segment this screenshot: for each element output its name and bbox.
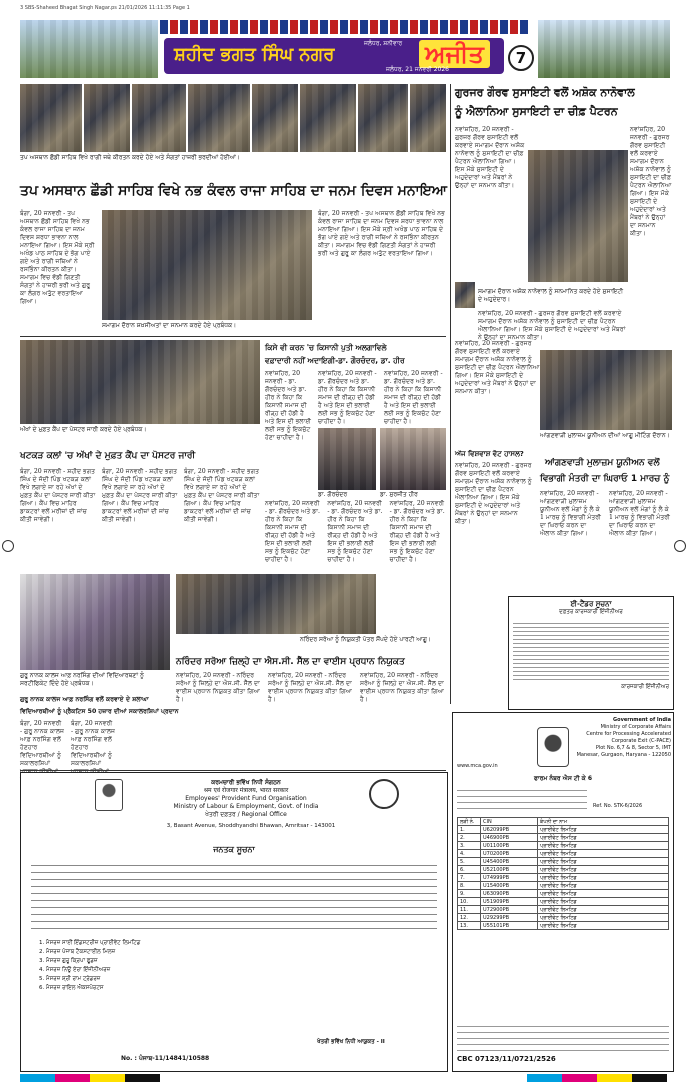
gratitude-caption-1: ਡਾ. ਗੌਰਚੰਦਰ (318, 491, 348, 498)
narinder-body (176, 672, 446, 768)
lead-body (20, 210, 446, 330)
poster-body (20, 468, 260, 566)
epfo-logo-icon (369, 779, 399, 809)
lead-photo-2 (84, 84, 130, 152)
gratitude-body-col-3: ਨਵਾਂਸ਼ਹਿਰ, 20 ਜਨਵਰੀ - ਡਾ. ਗੌਰਚੰਦਰ ਅਤੇ ਡਾ. ਹੀਰ ਨੇ ਕਿਹਾ ਕਿ ਕਿਸਾਨੀ ਸਮਾਜ ਦੀ ਰੀੜ੍ਹ ਦੀ ਹੱਡੀ ਹੈ ਅਤੇ ਇਸ ਦੀ ਭਲਾਈ ਲਈ ਸਭ ਨੂੰ ਇਕਜੁੱਟ ਹੋਣਾ ਚਾਹੀਦਾ ਹੈ। (389, 500, 445, 563)
narinder-body-col-3: ਨਵਾਂਸ਼ਹਿਰ, 20 ਜਨਵਰੀ - ਨਰਿੰਦਰ ਸਰੋਆ ਨੂੰ ਜ਼ਿਲ੍ਹੇ ਦਾ ਐਸ.ਸੀ. ਸੈੱਲ ਦਾ ਵਾਈਸ ਪ੍ਰਧਾਨ ਨਿਯੁਕਤ ਕੀਤਾ ਗਿਆ ਹੈ। (360, 672, 445, 703)
page-number: 7 (508, 45, 534, 71)
anganwadi-body-col-2: ਨਵਾਂਸ਼ਹਿਰ, 20 ਜਨਵਰੀ - ਆਂਗਣਵਾੜੀ ਮੁਲਾਜ਼ਮ ਯੂਨੀਅਨ ਵਲੋਂ ਮੰਗਾਂ ਨੂੰ ਲੈ ਕੇ 1 ਮਾਰਚ ਨੂੰ ਵਿਭਾਗੀ ਮੰਤਰੀ ਦਾ ਘਿਰਾਓ ਕਰਨ ਦਾ ਐਲਾਨ ਕੀਤਾ ਗਿਆ। (609, 490, 671, 537)
govt-ad (452, 712, 674, 1072)
gratitude-body-1: ਨਵਾਂਸ਼ਹਿਰ, 20 ਜਨਵਰੀ - ਡਾ. ਗੌਰਚੰਦਰ ਅਤੇ ਡਾ. ਹੀਰ ਨੇ ਕਿਹਾ ਕਿ ਕਿਸਾਨੀ ਸਮਾਜ ਦੀ ਰੀੜ੍ਹ ਦੀ ਹੱਡੀ ਹੈ ਅਤੇ ਇਸ ਦੀ ਭਲਾਈ ਲਈ ਸਭ ਨੂੰ ਇਕਜੁੱਟ ਹੋਣਾ ਚਾਹੀਦਾ ਹੈ। (265, 370, 312, 441)
gratitude-portrait-1 (318, 428, 376, 490)
gratitude-body-lower (265, 500, 446, 570)
tender-ad (508, 596, 674, 710)
lead-photo-5 (252, 84, 298, 152)
emblem-icon (95, 779, 123, 811)
gratitude-body-col-2: ਨਵਾਂਸ਼ਹਿਰ, 20 ਜਨਵਰੀ - ਡਾ. ਗੌਰਚੰਦਰ ਅਤੇ ਡਾ. ਹੀਰ ਨੇ ਕਿਹਾ ਕਿ ਕਿਸਾਨੀ ਸਮਾਜ ਦੀ ਰੀੜ੍ਹ ਦੀ ਹੱਡੀ ਹੈ ਅਤੇ ਇਸ ਦੀ ਭਲਾਈ ਲਈ ਸਭ ਨੂੰ ਇਕਜੁੱਟ ਹੋਣਾ ਚਾਹੀਦਾ ਹੈ। (327, 500, 383, 563)
table-header: ਲੜੀ ਨੰ. (458, 818, 481, 826)
gurjar-body-2: ਨਵਾਂਸ਼ਹਿਰ, 20 ਜਨਵਰੀ - ਗੁਰਜਰ ਗੌਰਵ ਸੁਸਾਇਟੀ ਵਲੋਂ ਕਰਵਾਏ ਸਮਾਗਮ ਦੌਰਾਨ ਅਸ਼ੋਕ ਨਾਨੋਵਾਲ ਨੂੰ ਸੁਸਾਇਟੀ ਦਾ ਚੀਫ਼ ਪੈਟਰਨ ਐਲਾਨਿਆ ਗਿਆ। ਇਸ ਮੌਕੇ ਸੁਸਾਇਟੀ ਦੇ ਅਹੁਦੇਦਾਰਾਂ ਅਤੇ ਮੈਂਬਰਾਂ ਨੇ ਉਨ੍ਹਾਂ ਦਾ ਸਨਮਾਨ ਕੀਤਾ। (630, 126, 672, 237)
govt-notice: ਫਾਰਮ ਨੰਬਰ ਐਸ ਟੀ ਕੇ 6 (533, 775, 593, 782)
guru-nanak-caption: ਗੁਰੂ ਨਾਨਕ ਕਾਲਜ ਆਫ਼ ਨਰਸਿੰਗ ਦੀਆਂ ਵਿਦਿਆਰਥਣਾਂ ਨੂੰ ਸਰਟੀਫਿਕੇਟ ਦਿੰਦੇ ਹੋਏ ਪ੍ਰਬੰਧਕ। (20, 672, 144, 687)
epfo-ministry: Ministry of Labour & Employment, Govt. of India (173, 803, 319, 810)
epfo-title-pa: ਕਰਮਚਾਰੀ ਭਵਿੱਖ ਨਿਧੀ ਸੰਗਠਨ (211, 779, 281, 786)
poster-body-col-2: ਬੰਗਾ, 20 ਜਨਵਰੀ - ਸ਼ਹੀਦ ਭਗਤ ਸਿੰਘ ਦੇ ਜੱਦੀ ਪਿੰਡ ਖਟਕੜ ਕਲਾਂ ਵਿਖੇ ਲਗਾਏ ਜਾ ਰਹੇ ਅੱਖਾਂ ਦੇ ਮੁਫ਼ਤ ਕੈਂਪ ਦਾ ਪੋਸਟਰ ਜਾਰੀ ਕੀਤਾ ਗਿਆ। ਕੈਂਪ ਵਿਚ ਮਾਹਿਰ ਡਾਕਟਰਾਂ ਵਲੋਂ ਮਰੀਜ਼ਾਂ ਦੀ ਜਾਂਚ ਕੀਤੀ ਜਾਵੇਗੀ। (102, 468, 178, 523)
epfo-notice-title: ਜਨਤਕ ਸੂਚਨਾ (213, 845, 255, 854)
narinder-body-col-1: ਨਵਾਂਸ਼ਹਿਰ, 20 ਜਨਵਰੀ - ਨਰਿੰਦਰ ਸਰੋਆ ਨੂੰ ਜ਼ਿਲ੍ਹੇ ਦਾ ਐਸ.ਸੀ. ਸੈੱਲ ਦਾ ਵਾਈਸ ਪ੍ਰਧਾਨ ਨਿਯੁਕਤ ਕੀਤਾ ਗਿਆ ਹੈ। (176, 672, 261, 703)
govt-company-table (457, 817, 669, 930)
gurjar-headline-1: ਗੁਰਜਰ ਗੌਰਵ ਸੁਸਾਇਟੀ ਵਲੋਂ ਅਸ਼ੋਕ ਨਾਨੋਵਾਲ (455, 86, 635, 99)
lead-photo-8 (410, 84, 446, 152)
guru-nanak-body-col-2: ਬੰਗਾ, 20 ਜਨਵਰੀ - ਗੁਰੂ ਨਾਨਕ ਕਾਲਜ ਆਫ਼ ਨਰਸਿੰਗ ਵਲੋਂ ਹੋਣਹਾਰ ਵਿਦਿਆਰਥੀਆਂ ਨੂੰ ਸਕਾਲਰਸ਼ਿਪਾਂ (71, 720, 116, 767)
table-row: 6. U52100PB ਪ੍ਰਾਈਵੇਟ ਲਿਮਟਿਡ (458, 866, 669, 874)
table-row: 1. U62099PB ਪ੍ਰਾਈਵੇਟ ਲਿਮਟਿਡ (458, 826, 669, 834)
table-row: 10. U51909PB ਪ੍ਰਾਈਵੇਟ ਲਿਮਟਿਡ (458, 898, 669, 906)
table-header: CIN (481, 818, 538, 826)
govt-website: www.mca.gov.in (457, 763, 498, 769)
anganwadi-photo (540, 350, 672, 430)
gratitude-body-2: ਨਵਾਂਸ਼ਹਿਰ, 20 ਜਨਵਰੀ - ਡਾ. ਗੌਰਚੰਦਰ ਅਤੇ ਡਾ. ਹੀਰ ਨੇ ਕਿਹਾ ਕਿ ਕਿਸਾਨੀ ਸਮਾਜ ਦੀ ਰੀੜ੍ਹ ਦੀ ਹੱਡੀ ਹੈ ਅਤੇ ਇਸ ਦੀ ਭਲਾਈ ਲਈ ਸਭ ਨੂੰ ਇਕਜੁੱਟ ਹੋਣਾ ਚਾਹੀਦਾ ਹੈ। (318, 370, 377, 425)
masthead-city: ਜਲੰਧਰ, ਸ਼ਨੀਵਾਰ (364, 40, 403, 47)
colour-bar (20, 1074, 160, 1082)
masthead (164, 38, 504, 74)
anganwadi-caption: ਆਂਗਣਵਾੜੀ ਮੁਲਾਜ਼ਮ ਯੂਨੀਅਨ ਦੀਆਂ ਆਗੂ ਮੀਟਿੰਗ ਦੌਰਾਨ। (540, 432, 670, 439)
epfo-signature: ਖੇਤਰੀ ਭਵਿੱਖ ਨਿਧੀ ਆਯੁਕਤ - II (317, 1039, 385, 1045)
guru-nanak-photo (20, 574, 170, 670)
narinder-headline: ਨਰਿੰਦਰ ਸਰੋਆ ਜ਼ਿਲ੍ਹੇ ਦਾ ਐਸ.ਸੀ. ਸੈੱਲ ਦਾ ਵਾਈਸ ਪ੍ਰਧਾਨ ਨਿਯੁਕਤ (176, 657, 405, 667)
registration-mark-left (2, 540, 14, 552)
registration-mark-right (674, 540, 686, 552)
divider-lead (20, 336, 446, 337)
gratitude-portrait-2 (380, 428, 446, 490)
gurjar-body-5: ਨਵਾਂਸ਼ਹਿਰ, 20 ਜਨਵਰੀ - ਗੁਰਜਰ ਗੌਰਵ ਸੁਸਾਇਟੀ ਵਲੋਂ ਕਰਵਾਏ ਸਮਾਗਮ ਦੌਰਾਨ ਅਸ਼ੋਕ ਨਾਨੋਵਾਲ ਨੂੰ ਸੁਸਾਇਟੀ ਦਾ ਚੀਫ਼ ਪੈਟਰਨ ਐਲਾਨਿਆ ਗਿਆ। ਇਸ ਮੌਕੇ ਸੁਸਾਇਟੀ ਦੇ ਅਹੁਦੇਦਾਰਾਂ ਅਤੇ ਮੈਂਬਰਾਂ ਨੇ ਉਨ੍ਹਾਂ ਦਾ ਸਨਮਾਨ ਕੀਤਾ। (455, 462, 532, 525)
gratitude-caption-2: ਡਾ. ਸੁਰਜੀਤ ਹੀਰ (380, 491, 418, 498)
anganwadi-headline-1: ਆਂਗਣਵਾੜੀ ਮੁਲਾਜ਼ਮ ਯੂਨੀਅਨ ਵਲੋਂ (545, 458, 660, 468)
table-row: 12. U29299PB ਪ੍ਰਾਈਵੇਟ ਲਿਮਟਿਡ (458, 914, 669, 922)
epfo-ref: No. : ਪੰਜਾਬ-11/14841/10588 (121, 1055, 210, 1062)
masthead-photo-left (20, 20, 158, 78)
govt-title: Government of India (613, 717, 671, 723)
table-row: 5. U45400PB ਪ੍ਰਾਈਵੇਟ ਲਿਮਟਿਡ (458, 858, 669, 866)
table-row: 11. U72900PB ਪ੍ਰਾਈਵੇਟ ਲਿਮਟਿਡ (458, 906, 669, 914)
table-row: 7. U74999PB ਪ੍ਰਾਈਵੇਟ ਲਿਮਟਿਡ (458, 874, 669, 882)
poster-headline: ਖਟਕੜ ਕਲਾਂ 'ਚ ਅੱਖਾਂ ਦੇ ਮੁਫ਼ਤ ਕੈਂਪ ਦਾ ਪੋਸਟਰ ਜਾਰੀ (20, 451, 196, 461)
govt-footer: CBC 07123/11/0721/2526 (457, 1055, 556, 1063)
epfo-item: 6. ਮੈਸਰਜ਼ ਰਾਇਲ ਐਕਸਪੋਰਟਸ (39, 985, 104, 991)
lead-photo-3 (132, 84, 186, 152)
govt-footer-text (457, 1021, 669, 1051)
guru-nanak-body-col-1: ਬੰਗਾ, 20 ਜਨਵਰੀ - ਗੁਰੂ ਨਾਨਕ ਕਾਲਜ ਆਫ਼ ਨਰਸਿੰਗ ਵਲੋਂ ਹੋਣਹਾਰ ਵਿਦਿਆਰਥੀਆਂ ਨੂੰ ਸਕਾਲਰਸ਼ਿਪਾਂ (20, 720, 65, 767)
epfo-title-en: Employees' Provident Fund Organisation (185, 795, 307, 802)
poster-body-col-1: ਬੰਗਾ, 20 ਜਨਵਰੀ - ਸ਼ਹੀਦ ਭਗਤ ਸਿੰਘ ਦੇ ਜੱਦੀ ਪਿੰਡ ਖਟਕੜ ਕਲਾਂ ਵਿਖੇ ਲਗਾਏ ਜਾ ਰਹੇ ਅੱਖਾਂ ਦੇ ਮੁਫ਼ਤ ਕੈਂਪ ਦਾ ਪੋਸਟਰ ਜਾਰੀ ਕੀਤਾ ਗਿਆ। ਕੈਂਪ ਵਿਚ ਮਾਹਿਰ ਡਾਕਟਰਾਂ ਵਲੋਂ ਮਰੀਜ਼ਾਂ ਦੀ ਜਾਂਚ ਕੀਤੀ ਜਾਵੇਗੀ। (20, 468, 96, 523)
epfo-item: 2. ਮੈਸਰਜ਼ ਪੰਜਾਬ ਟੈਕਸਟਾਈਲ ਮਿਲਜ਼ (39, 949, 116, 955)
gurjar-body-1: ਨਵਾਂਸ਼ਹਿਰ, 20 ਜਨਵਰੀ - ਗੁਰਜਰ ਗੌਰਵ ਸੁਸਾਇਟੀ ਵਲੋਂ ਕਰਵਾਏ ਸਮਾਗਮ ਦੌਰਾਨ ਅਸ਼ੋਕ ਨਾਨੋਵਾਲ ਨੂੰ ਸੁਸਾਇਟੀ ਦਾ ਚੀਫ਼ ਪੈਟਰਨ ਐਲਾਨਿਆ ਗਿਆ। ਇਸ ਮੌਕੇ ਸੁਸਾਇਟੀ ਦੇ ਅਹੁਦੇਦਾਰਾਂ ਅਤੇ ਮੈਂਬਰਾਂ ਨੇ ਉਨ੍ਹਾਂ ਦਾ ਸਨਮਾਨ ਕੀਤਾ। (455, 126, 525, 189)
masthead-date: ਜਲੰਧਰ, 21 ਜਨਵਰੀ 2026 (386, 66, 449, 73)
epfo-address: 3, Basant Avenue, Shoddhyandhi Bhawan, Amritsar - 143001 (166, 823, 336, 829)
lead-top-caption: ਤਪ ਅਸਥਾਨ ਛੌਡੀ ਸਾਹਿਬ ਵਿਖੇ ਰਾਗੀ ਜਥੇ ਕੀਰਤਨ ਕਰਦੇ ਹੋਏ ਅਤੇ ਸੰਗਤਾਂ ਹਾਜ਼ਰੀ ਭਰਦੀਆਂ ਹੋਈਆਂ। (20, 154, 240, 161)
lead-photo-6 (300, 84, 356, 152)
table-row: 2. U46900PB ਪ੍ਰਾਈਵੇਟ ਲਿਮਟਿਡ (458, 834, 669, 842)
tender-footer: ਕਾਰਜਕਾਰੀ ਇੰਜੀਨੀਅਰ (621, 684, 669, 690)
masthead-photo-right (538, 20, 670, 78)
epfo-title-hi: श्रम एवं रोजगार मंत्रालय, भारत सरकार (203, 787, 289, 794)
gurjar-small-photo-1 (455, 282, 475, 308)
govt-ministry: Ministry of Corporate Affairs (600, 724, 671, 730)
divider-vertical (450, 84, 451, 704)
poster-body-col-3: ਬੰਗਾ, 20 ਜਨਵਰੀ - ਸ਼ਹੀਦ ਭਗਤ ਸਿੰਘ ਦੇ ਜੱਦੀ ਪਿੰਡ ਖਟਕੜ ਕਲਾਂ ਵਿਖੇ ਲਗਾਏ ਜਾ ਰਹੇ ਅੱਖਾਂ ਦੇ ਮੁਫ਼ਤ ਕੈਂਪ ਦਾ ਪੋਸਟਰ ਜਾਰੀ ਕੀਤਾ ਗਿਆ। ਕੈਂਪ ਵਿਚ ਮਾਹਿਰ ਡਾਕਟਰਾਂ ਵਲੋਂ ਮਰੀਜ਼ਾਂ ਦੀ ਜਾਂਚ ਕੀਤੀ ਜਾਵੇਗੀ। (184, 468, 260, 523)
guru-nanak-body (20, 720, 116, 768)
narinder-body-col-2: ਨਵਾਂਸ਼ਹਿਰ, 20 ਜਨਵਰੀ - ਨਰਿੰਦਰ ਸਰੋਆ ਨੂੰ ਜ਼ਿਲ੍ਹੇ ਦਾ ਐਸ.ਸੀ. ਸੈੱਲ ਦਾ ਵਾਈਸ ਪ੍ਰਧਾਨ ਨਿਯੁਕਤ ਕੀਤਾ ਗਿਆ ਹੈ। (268, 672, 353, 703)
anganwadi-body-col-1: ਨਵਾਂਸ਼ਹਿਰ, 20 ਜਨਵਰੀ - ਆਂਗਣਵਾੜੀ ਮੁਲਾਜ਼ਮ ਯੂਨੀਅਨ ਵਲੋਂ ਮੰਗਾਂ ਨੂੰ ਲੈ ਕੇ 1 ਮਾਰਚ ਨੂੰ ਵਿਭਾਗੀ ਮੰਤਰੀ ਦਾ ਘਿਰਾਓ ਕਰਨ ਦਾ ਐਲਾਨ ਕੀਤਾ ਗਿਆ। (540, 490, 602, 537)
gurjar-photo (528, 150, 628, 282)
lead-body-col-2: ਬੰਗਾ, 20 ਜਨਵਰੀ - ਤਪ ਅਸਥਾਨ ਛੌਡੀ ਸਾਹਿਬ ਵਿਖੇ ਨਭ ਕੰਵਲ ਰਾਜਾ ਸਾਹਿਬ ਦਾ ਜਨਮ ਦਿਵਸ ਸ਼ਰਧਾ ਭਾਵਨਾ ਨਾਲ ਮਨਾਇਆ ਗਿਆ। ਇਸ ਮੌਕੇ ਸ੍ਰੀ ਅਖੰਡ ਪਾਠ ਸਾਹਿਬ ਦੇ ਭੋਗ ਪਾਏ ਗਏ ਅਤੇ ਰਾਗੀ ਜਥਿਆਂ ਨੇ ਰਸਭਿੰਨਾ ਕੀਰਤਨ ਕੀਤਾ। ਸਮਾਗਮ ਵਿਚ ਵੱਡੀ ਗਿਣਤੀ ਸੰਗਤਾਂ ਨੇ ਹਾਜ਼ਰੀ ਭਰੀ ਅਤੇ ਗੁਰੂ ਕਾ ਲੰਗਰ ਅਤੁੱਟ ਵਰਤਾਇਆ ਗਿਆ। (318, 210, 445, 257)
tender-table (513, 620, 669, 680)
govt-ref-value: STK-6/2026 (613, 803, 643, 809)
table-header: ਕੰਪਨੀ ਦਾ ਨਾਮ (538, 818, 669, 826)
lead-photo-7 (358, 84, 408, 152)
masthead-pattern (160, 20, 530, 34)
gratitude-headline-2: ਵਫ਼ਾਦਾਰੀ ਨਹੀਂ ਅਦਾਇਗੀ-ਡਾ. ਗੌਰਚੰਦਰ, ਡਾ. ਹੀਰ (265, 356, 405, 365)
lead-photo-1 (20, 84, 82, 152)
divider-bottom (20, 770, 446, 771)
masthead-title: ਸ਼ਹੀਦ ਭਗਤ ਸਿੰਘ ਨਗਰ (174, 44, 335, 65)
masthead-brand: ਅਜੀਤ (419, 40, 490, 68)
epfo-item: 4. ਮੈਸਰਜ਼ ਨਿਊ ਏਰਾ ਇੰਜੀਨੀਅਰਜ਼ (39, 967, 111, 973)
guru-nanak-headline-2: ਵਿਦਿਆਰਥੀਆਂ ਨੂੰ ਪ੍ਰੈਕਟਿਸ 50 ਹਜ਼ਾਰ ਦੀਆਂ ਸਕਾਲਰਸ਼ਿਪਾਂ ਪ੍ਰਦਾਨ (20, 708, 179, 715)
anganwadi-body (540, 490, 672, 590)
gurjar-caption: ਸਮਾਗਮ ਦੌਰਾਨ ਅਸ਼ੋਕ ਨਾਨੋਵਾਲ ਨੂੰ ਸਨਮਾਨਿਤ ਕਰਦੇ ਹੋਏ ਸੁਸਾਇਟੀ ਦੇ ਅਹੁਦੇਦਾਰ। (478, 288, 624, 303)
colour-bar-right (527, 1074, 667, 1082)
govt-ref-label: Ref. No. (593, 803, 613, 809)
govt-sub: Centre for Processing Accelerated Corporate Exit (C-PACE) (586, 731, 671, 744)
poster-photo (20, 340, 260, 424)
epfo-notice-body (31, 859, 437, 933)
epfo-item: 3. ਮੈਸਰਜ਼ ਗੁਰੂ ਕ੍ਰਿਪਾ ਫੂਡਜ਼ (39, 958, 98, 964)
table-row: 4. U70200PB ਪ੍ਰਾਈਵੇਟ ਲਿਮਟਿਡ (458, 850, 669, 858)
gurjar-body-4: ਨਵਾਂਸ਼ਹਿਰ, 20 ਜਨਵਰੀ - ਗੁਰਜਰ ਗੌਰਵ ਸੁਸਾਇਟੀ ਵਲੋਂ ਕਰਵਾਏ ਸਮਾਗਮ ਦੌਰਾਨ ਅਸ਼ੋਕ ਨਾਨੋਵਾਲ ਨੂੰ ਸੁਸਾਇਟੀ ਦਾ ਚੀਫ਼ ਪੈਟਰਨ ਐਲਾਨਿਆ ਗਿਆ। ਇਸ ਮੌਕੇ ਸੁਸਾਇਟੀ ਦੇ ਅਹੁਦੇਦਾਰਾਂ ਅਤੇ ਮੈਂਬਰਾਂ ਨੇ ਉਨ੍ਹਾਂ ਦਾ ਸਨਮਾਨ ਕੀਤਾ। (455, 340, 540, 395)
anganwadi-headline-2: ਵਿਭਾਗੀ ਮੰਤਰੀ ਦਾ ਘਿਰਾਓ 1 ਮਾਰਚ ਨੂੰ (540, 474, 670, 484)
gurjar-body-3: ਨਵਾਂਸ਼ਹਿਰ, 20 ਜਨਵਰੀ - ਗੁਰਜਰ ਗੌਰਵ ਸੁਸਾਇਟੀ ਵਲੋਂ ਕਰਵਾਏ ਸਮਾਗਮ ਦੌਰਾਨ ਅਸ਼ੋਕ ਨਾਨੋਵਾਲ ਨੂੰ ਸੁਸਾਇਟੀ ਦਾ ਚੀਫ਼ ਪੈਟਰਨ ਐਲਾਨਿਆ ਗਿਆ। ਇਸ ਮੌਕੇ ਸੁਸਾਇਟੀ ਦੇ ਅਹੁਦੇਦਾਰਾਂ ਅਤੇ ਮੈਂਬਰਾਂ ਨੇ ਉਨ੍ਹਾਂ ਦਾ ਸਨਮਾਨ ਕੀਤਾ। (478, 310, 626, 341)
epfo-office: ਖੇਤਰੀ ਦਫ਼ਤਰ / Regional Office (205, 811, 287, 818)
lead-group-caption: ਸਮਾਗਮ ਦੌਰਾਨ ਸ਼ਖ਼ਸੀਅਤਾਂ ਦਾ ਸਨਮਾਨ ਕਰਦੇ ਹੋਏ ਪ੍ਰਬੰਧਕ। (102, 322, 237, 329)
epfo-ad (20, 772, 448, 1072)
lead-body-col-1: ਬੰਗਾ, 20 ਜਨਵਰੀ - ਤਪ ਅਸਥਾਨ ਛੌਡੀ ਸਾਹਿਬ ਵਿਖੇ ਨਭ ਕੰਵਲ ਰਾਜਾ ਸਾਹਿਬ ਦਾ ਜਨਮ ਦਿਵਸ ਸ਼ਰਧਾ ਭਾਵਨਾ ਨਾਲ ਮਨਾਇਆ ਗਿਆ। ਇਸ ਮੌਕੇ ਸ੍ਰੀ ਅਖੰਡ ਪਾਠ ਸਾਹਿਬ ਦੇ ਭੋਗ ਪਾਏ ਗਏ ਅਤੇ ਰਾਗੀ ਜਥਿਆਂ ਨੇ ਰਸਭਿੰਨਾ ਕੀਰਤਨ ਕੀਤਾ। ਸਮਾਗਮ ਵਿਚ ਵੱਡੀ ਗਿਣਤੀ ਸੰਗਤਾਂ ਨੇ ਹਾਜ਼ਰੀ ਭਰੀ ਅਤੇ ਗੁਰੂ ਕਾ ਲੰਗਰ ਅਤੁੱਟ ਵਰਤਾਇਆ ਗਿਆ। (20, 210, 95, 305)
table-row: 8. U15400PB ਪ੍ਰਾਈਵੇਟ ਲਿਮਟਿਡ (458, 882, 669, 890)
gurjar-subhead: ਅੱਜ ਵਿਸ਼ਵਾਸ਼ ਵੋਟ ਹਾਸਲ? (455, 450, 524, 458)
guru-nanak-headline-1: ਗੁਰੂ ਨਾਨਕ ਕਾਲਜ ਆਫ਼ ਨਰਸਿੰਗ ਵਲੋਂ ਕਰਵਾਏ ਦੇ ਸ਼ਲਾਘਾ (20, 696, 149, 703)
epfo-item: 1. ਮੈਸਰਜ਼ ਸਾਈਂ ਇੰਡਸਟਰੀਜ਼ ਪ੍ਰਾਈਵੇਟ ਲਿਮਟਿਡ (39, 940, 141, 946)
narinder-caption: ਨਰਿੰਦਰ ਸਰੋਆ ਨੂੰ ਨਿਯੁਕਤੀ ਪੱਤਰ ਸੌਂਪਦੇ ਹੋਏ ਪਾਰਟੀ ਆਗੂ। (300, 636, 431, 643)
govt-intro-text (457, 785, 587, 813)
tender-sub: ਦਫ਼ਤਰ ਕਾਰਜਕਾਰੀ ਇੰਜੀਨੀਅਰ (559, 609, 623, 615)
lead-group-photo (102, 210, 312, 320)
tender-title: ਈ-ਟੈਂਡਰ ਸੂਚਨਾ (570, 600, 612, 608)
print-info: 3 SBS-Shaheed Bhagat Singh Nagar.ps 21/01/2026 11:11:35 Page 1 (20, 5, 190, 11)
lead-photo-4 (188, 84, 250, 152)
ashoka-emblem-icon (537, 727, 569, 767)
gurjar-headline-2: ਨੂੰ ਐਲਾਨਿਆ ਸੁਸਾਇਟੀ ਦਾ ਚੀਫ਼ ਪੈਟਰਨ (455, 105, 618, 118)
govt-address: Plot No. 6,7 & 8, Sector 5, IMT Manesar, Gurgaon, Haryana - 122050 (576, 745, 671, 758)
table-row: 9. U63090PB ਪ੍ਰਾਈਵੇਟ ਲਿਮਟਿਡ (458, 890, 669, 898)
gratitude-body-col-1: ਨਵਾਂਸ਼ਹਿਰ, 20 ਜਨਵਰੀ - ਡਾ. ਗੌਰਚੰਦਰ ਅਤੇ ਡਾ. ਹੀਰ ਨੇ ਕਿਹਾ ਕਿ ਕਿਸਾਨੀ ਸਮਾਜ ਦੀ ਰੀੜ੍ਹ ਦੀ ਹੱਡੀ ਹੈ ਅਤੇ ਇਸ ਦੀ ਭਲਾਈ ਲਈ ਸਭ ਨੂੰ ਇਕਜੁੱਟ ਹੋਣਾ ਚਾਹੀਦਾ ਹੈ। (265, 500, 321, 563)
gratitude-body-3: ਨਵਾਂਸ਼ਹਿਰ, 20 ਜਨਵਰੀ - ਡਾ. ਗੌਰਚੰਦਰ ਅਤੇ ਡਾ. ਹੀਰ ਨੇ ਕਿਹਾ ਕਿ ਕਿਸਾਨੀ ਸਮਾਜ ਦੀ ਰੀੜ੍ਹ ਦੀ ਹੱਡੀ ਹੈ ਅਤੇ ਇਸ ਦੀ ਭਲਾਈ ਲਈ ਸਭ ਨੂੰ ਇਕਜੁੱਟ ਹੋਣਾ ਚਾਹੀਦਾ ਹੈ। (384, 370, 443, 425)
poster-caption: ਅੱਖਾਂ ਦੇ ਮੁਫ਼ਤ ਕੈਂਪ ਦਾ ਪੋਸਟਰ ਜਾਰੀ ਕਰਦੇ ਹੋਏ ਪ੍ਰਬੰਧਕ। (20, 426, 147, 433)
table-row: 13. U55101PB ਪ੍ਰਾਈਵੇਟ ਲਿਮਟਿਡ (458, 922, 669, 930)
lead-headline: ਤਪ ਅਸਥਾਨ ਛੌਡੀ ਸਾਹਿਬ ਵਿਖੇ ਨਭ ਕੰਵਲ ਰਾਜਾ ਸਾਹਿਬ ਦਾ ਜਨਮ ਦਿਵਸ ਮਨਾਇਆ (20, 183, 447, 199)
gratitude-headline-1: ਕਿਸੇ ਵੀ ਕਰਨ 'ਚ ਕਿਸਾਨੀ ਪੁਤੀ ਅਲਗਾਵਿਲੇ (265, 343, 387, 352)
table-row: 3. U01100PB ਪ੍ਰਾਈਵੇਟ ਲਿਮਟਿਡ (458, 842, 669, 850)
narinder-photo (176, 574, 376, 634)
epfo-item: 5. ਮੈਸਰਜ਼ ਸ਼੍ਰੀ ਰਾਮ ਟ੍ਰੇਡਰਜ਼ (39, 976, 101, 982)
